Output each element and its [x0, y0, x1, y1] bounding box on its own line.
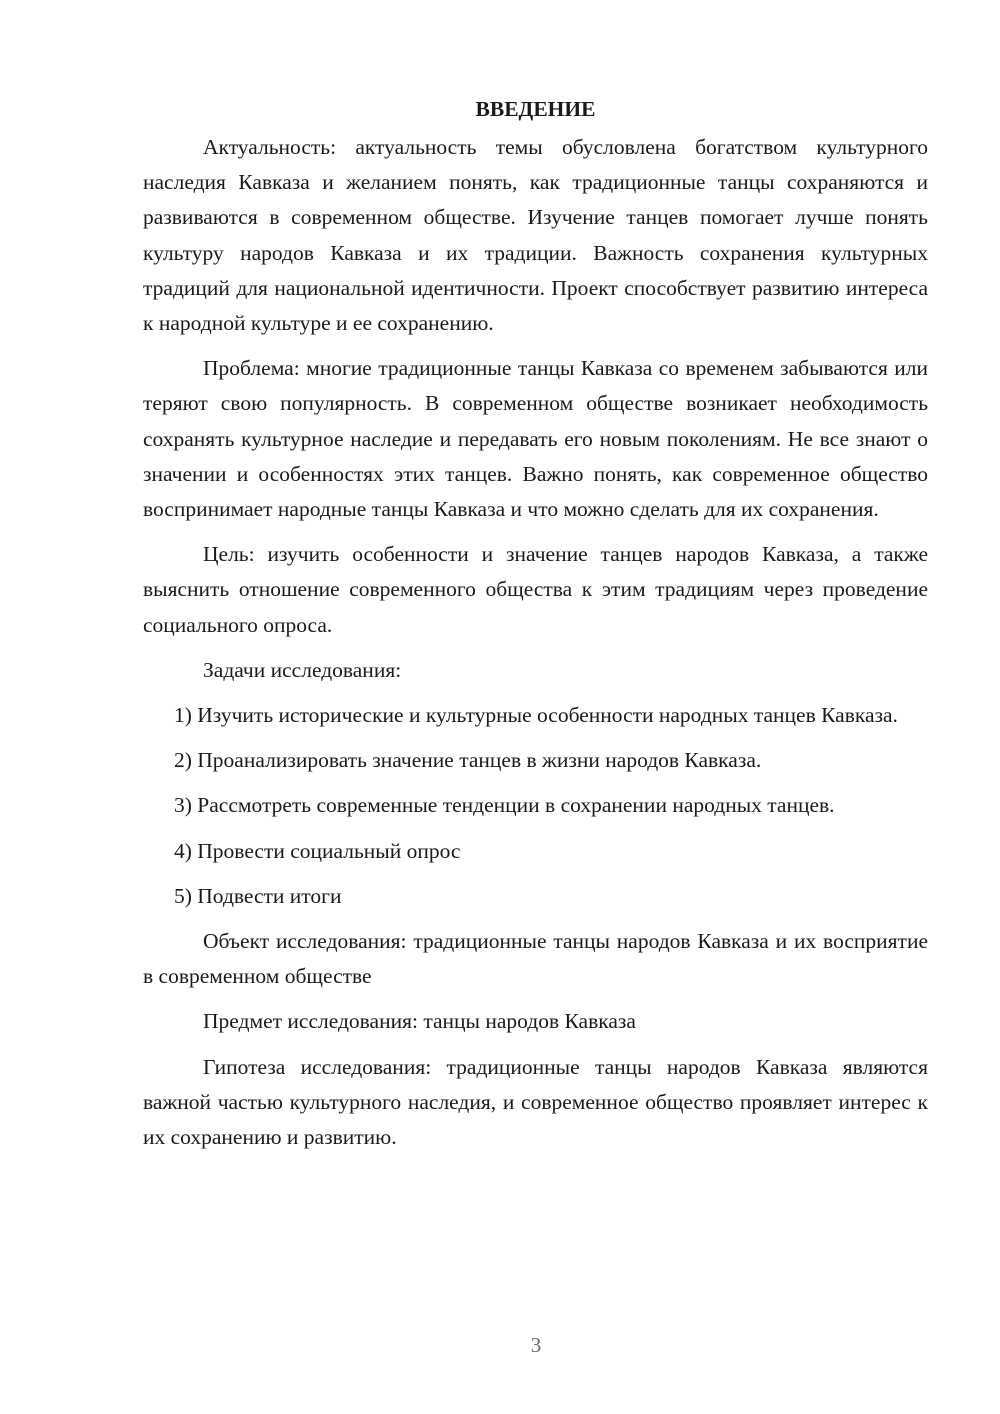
goal-paragraph: Цель: изучить особенности и значение танцев народов Кавказа, а также выяснить отношение современного общества к этим традициям через проведение социального опроса. — [143, 542, 928, 637]
tasks-heading: Задачи исследования: — [203, 657, 402, 682]
task-item-5: 5) Подвести итоги — [174, 883, 342, 908]
relevance-paragraph: Актуальность: актуальность темы обусловлена богатством культурного наследия Кавказа и желанием понять, как традиционные танцы сохраняются и развиваются в современном обществе. Изучение танцев помогает лучше понять культуру народов Кавказа и их традиции. Важность сохранения культурных традиций для национальной идентичности. Проект способствует развитию интереса к народной культуре и ее сохранению. — [143, 135, 928, 336]
problem-paragraph: Проблема: многие традиционные танцы Кавказа со временем забываются или теряют свою популярность. В современном обществе возникает необходимость сохранять культурное наследие и передавать его новым поколениям. Не все знают о значении и особенностях этих танцев. Важно понять, как современное общество воспринимает народные танцы Кавказа и что можно сделать для их сохранения. — [143, 356, 928, 522]
task-item-3: 3) Рассмотреть современные тенденции в сохранении народных танцев. — [174, 793, 835, 818]
task-item-4: 4) Провести социальный опрос — [174, 838, 461, 863]
page-title: ВВЕДЕНИЕ — [475, 97, 596, 121]
research-object-paragraph: Объект исследования: традиционные танцы народов Кавказа и их восприятие в современном обществе — [143, 929, 928, 989]
task-item-1: 1) Изучить исторические и культурные особенности народных танцев Кавказа. — [174, 703, 898, 728]
hypothesis-paragraph: Гипотеза исследования: традиционные танцы народов Кавказа являются важной частью культурного наследия, и современное общество проявляет интерес к их сохранению и развитию. — [143, 1054, 928, 1150]
page-number: 3 — [530, 1333, 542, 1357]
task-item-2: 2) Проанализировать значение танцев в жизни народов Кавказа. — [174, 748, 762, 773]
research-subject-paragraph: Предмет исследования: танцы народов Кавказа — [203, 1009, 636, 1034]
document-page — [143, 92, 928, 1165]
